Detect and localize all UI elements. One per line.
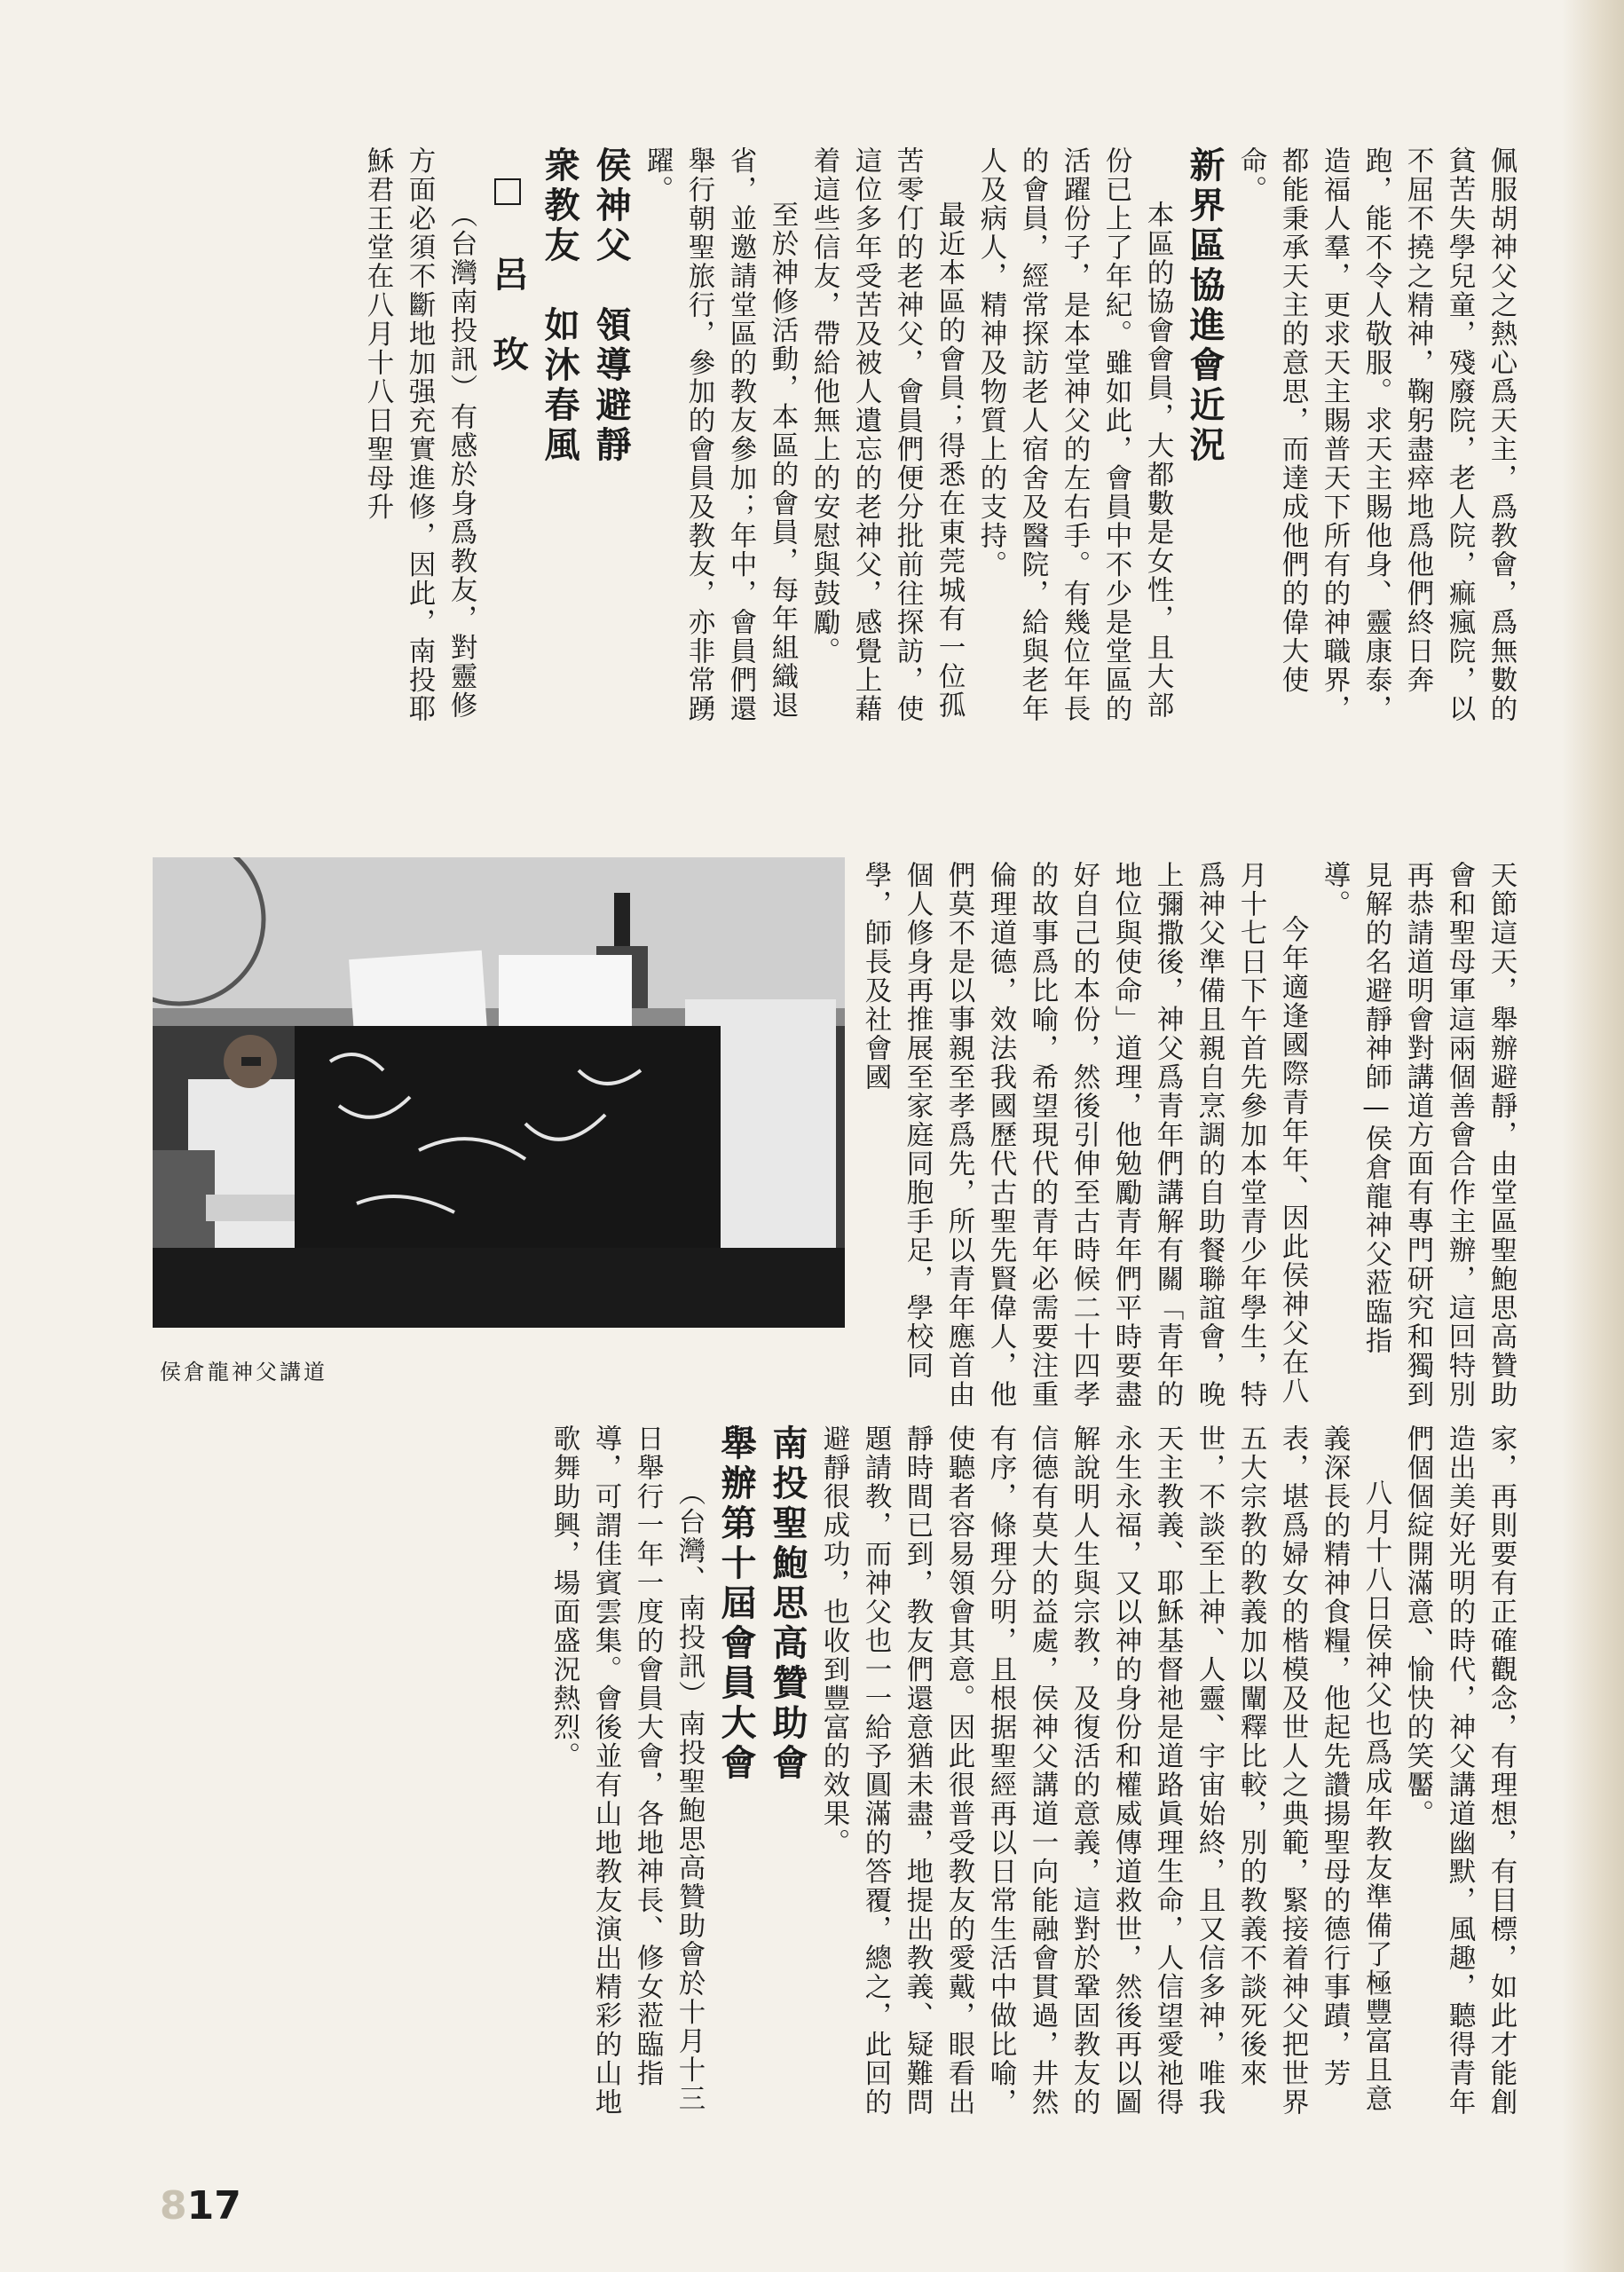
page-number [160,2183,241,2229]
article-1-paragraph-1: 本區的協會會員，大都數是女性，且大部份已上了年紀。雖如此，會員中不少是堂區的活躍份子，是本堂神父的左右手。有幾位年長的會員，經常探訪老人宿舍及醫院，給與老年人及病人，精神及物質上的支持。 [975,146,1173,723]
article-2-middle-block [785,861,1522,1411]
photo-priest-preaching [153,857,845,1328]
article-2-headline-line-1: 侯神父 領導避靜 [590,146,631,466]
article-2-byline-name: 呂 玫 [487,256,528,375]
article-1-block [155,146,1522,723]
photo-illustration [153,857,845,1328]
article-1-paragraph-3: 至於神修活動，本區的會員，每年組織退省，並邀請堂區的教友參加；年中，會員們還舉行朝聖旅行，參加的會員及教友，亦非常踴躍。 [642,146,798,723]
article-2-headline-line-2-text: 衆教友 如沐春風 [539,146,579,466]
article-2-paragraph-2-cont: 家，再則要有正確觀念，有理想，有目標，如此才能創造出美好光明的時代，神父講道幽默，風趣，聽得青年們個個綻開滿意、愉快的笑靨。 [1402,1424,1517,2117]
article-3-headline-line-2: 舉辦第十屆會員大會 [715,1424,756,1784]
article-2-paragraph-3: 八月十八日侯神父也爲成年教友準備了極豐富且意義深長的精神食糧，他起先讚揚聖母的德行事蹟，芳表，堪爲婦女的楷模及世人之典範，緊接着神父把世界五大宗教的教義加以闡釋比較，別的教義不談死後來世，不談至上神、人靈、宇宙始終，且又信多神，唯我天主教義、耶穌基督祂是道路眞理生命，人信望愛祂得永生永福，又以神的身份和權威傳道救世，然後再以圖解說明人生與宗教，及復活的意義，這對於鞏固教友的信德有莫大的益處，侯神父講道一向能融會貫過，井然有序，條理分明，且根据聖經再以日常生活中做比喻，使聽者容易領會其意。因此很普受教友的愛戴，眼看出靜時間已到，教友們還意猶未盡，地提出教義、疑難問題請教，而神父也一一給予圓滿的答覆，總之，此回的避靜很成功，也收到豐富的效果。 [818,1424,1391,2117]
article-2-paragraph-2: 今年適逢國際青年年、因此侯神父在八月十七日下午首先參加本堂青少年學生，特爲神父準備且親自烹調的自助餐聯誼會，晚上彌撒後，神父爲青年們講解有關「青年的地位與使命」道理，他勉勵青年們平時要盡好自己的本份，然後引伸至古時候二十四孝的故事爲比喻，希望現代的青年必需要注重倫理道德，效法我國歷代古聖先賢偉人，他們莫不是以事親至孝爲先，所以青年應首由個人修身再推展至家庭同胞手足，學校同學，師長及社會國 [860,861,1308,1409]
byline-square-icon [494,178,521,205]
article-1-headline: 新界區協進會近況 [1184,146,1225,466]
page-number-faded: 8 [160,2183,187,2229]
article-2-byline [482,173,533,375]
article-1-paragraph-2: 最近本區的會員；得悉在東莞城有一位孤苦零仃的老神父，會員們便分批前往探訪，使這位多年受苦及被人遺忘的老神父，感覺上藉着這些信友，帶給他無上的安慰與鼓勵。 [808,146,965,723]
page-spine-shadow [1562,0,1624,2272]
article-3-paragraph-1: （台灣、南投訊）南投聖鮑思高贊助會於十月十三日舉行一年一度的會員大會，各地神長、修女蒞臨指導，可謂佳賓雲集。會後並有山地教友演出精彩的山地歌舞助興，場面盛況熱烈。 [548,1424,705,2117]
article-3-headline-line-1: 南投聖鮑思高贊助會 [767,1424,808,1784]
intro-paragraph: 佩服胡神父之熱心爲天主，爲教會，爲無數的貧苦失學兒童，殘廢院，老人院，痲瘋院，以不屈不撓之精神，鞠躬盡瘁地爲他們終日奔跑，能不令人敬服。求天主賜他身、靈康泰，造福人羣，更求天主賜普天下所有的神職界，都能秉承天主的意思，而達成他們的偉大使命。 [1235,146,1517,723]
page-number-main: 17 [186,2183,241,2229]
article-2-continuation: 天節這天，舉辦避靜，由堂區聖鮑思高贊助會和聖母軍這兩個善會合作主辦，這回特別再恭請道明會對講道方面有專門研究和獨到見解的名避靜神師—侯倉龍神父蒞臨指導。 [1319,861,1517,1409]
article-2-headline-line-2 [482,146,585,723]
article-2-bottom-block [155,1424,1522,2134]
photo-caption: 侯倉龍神父講道 [160,1360,327,1384]
article-2-paragraph-1: （台灣南投訊）有感於身爲教友，對靈修方面必須不斷地加强充實進修，因此，南投耶穌君王堂在八月十八日聖母升 [362,146,477,723]
